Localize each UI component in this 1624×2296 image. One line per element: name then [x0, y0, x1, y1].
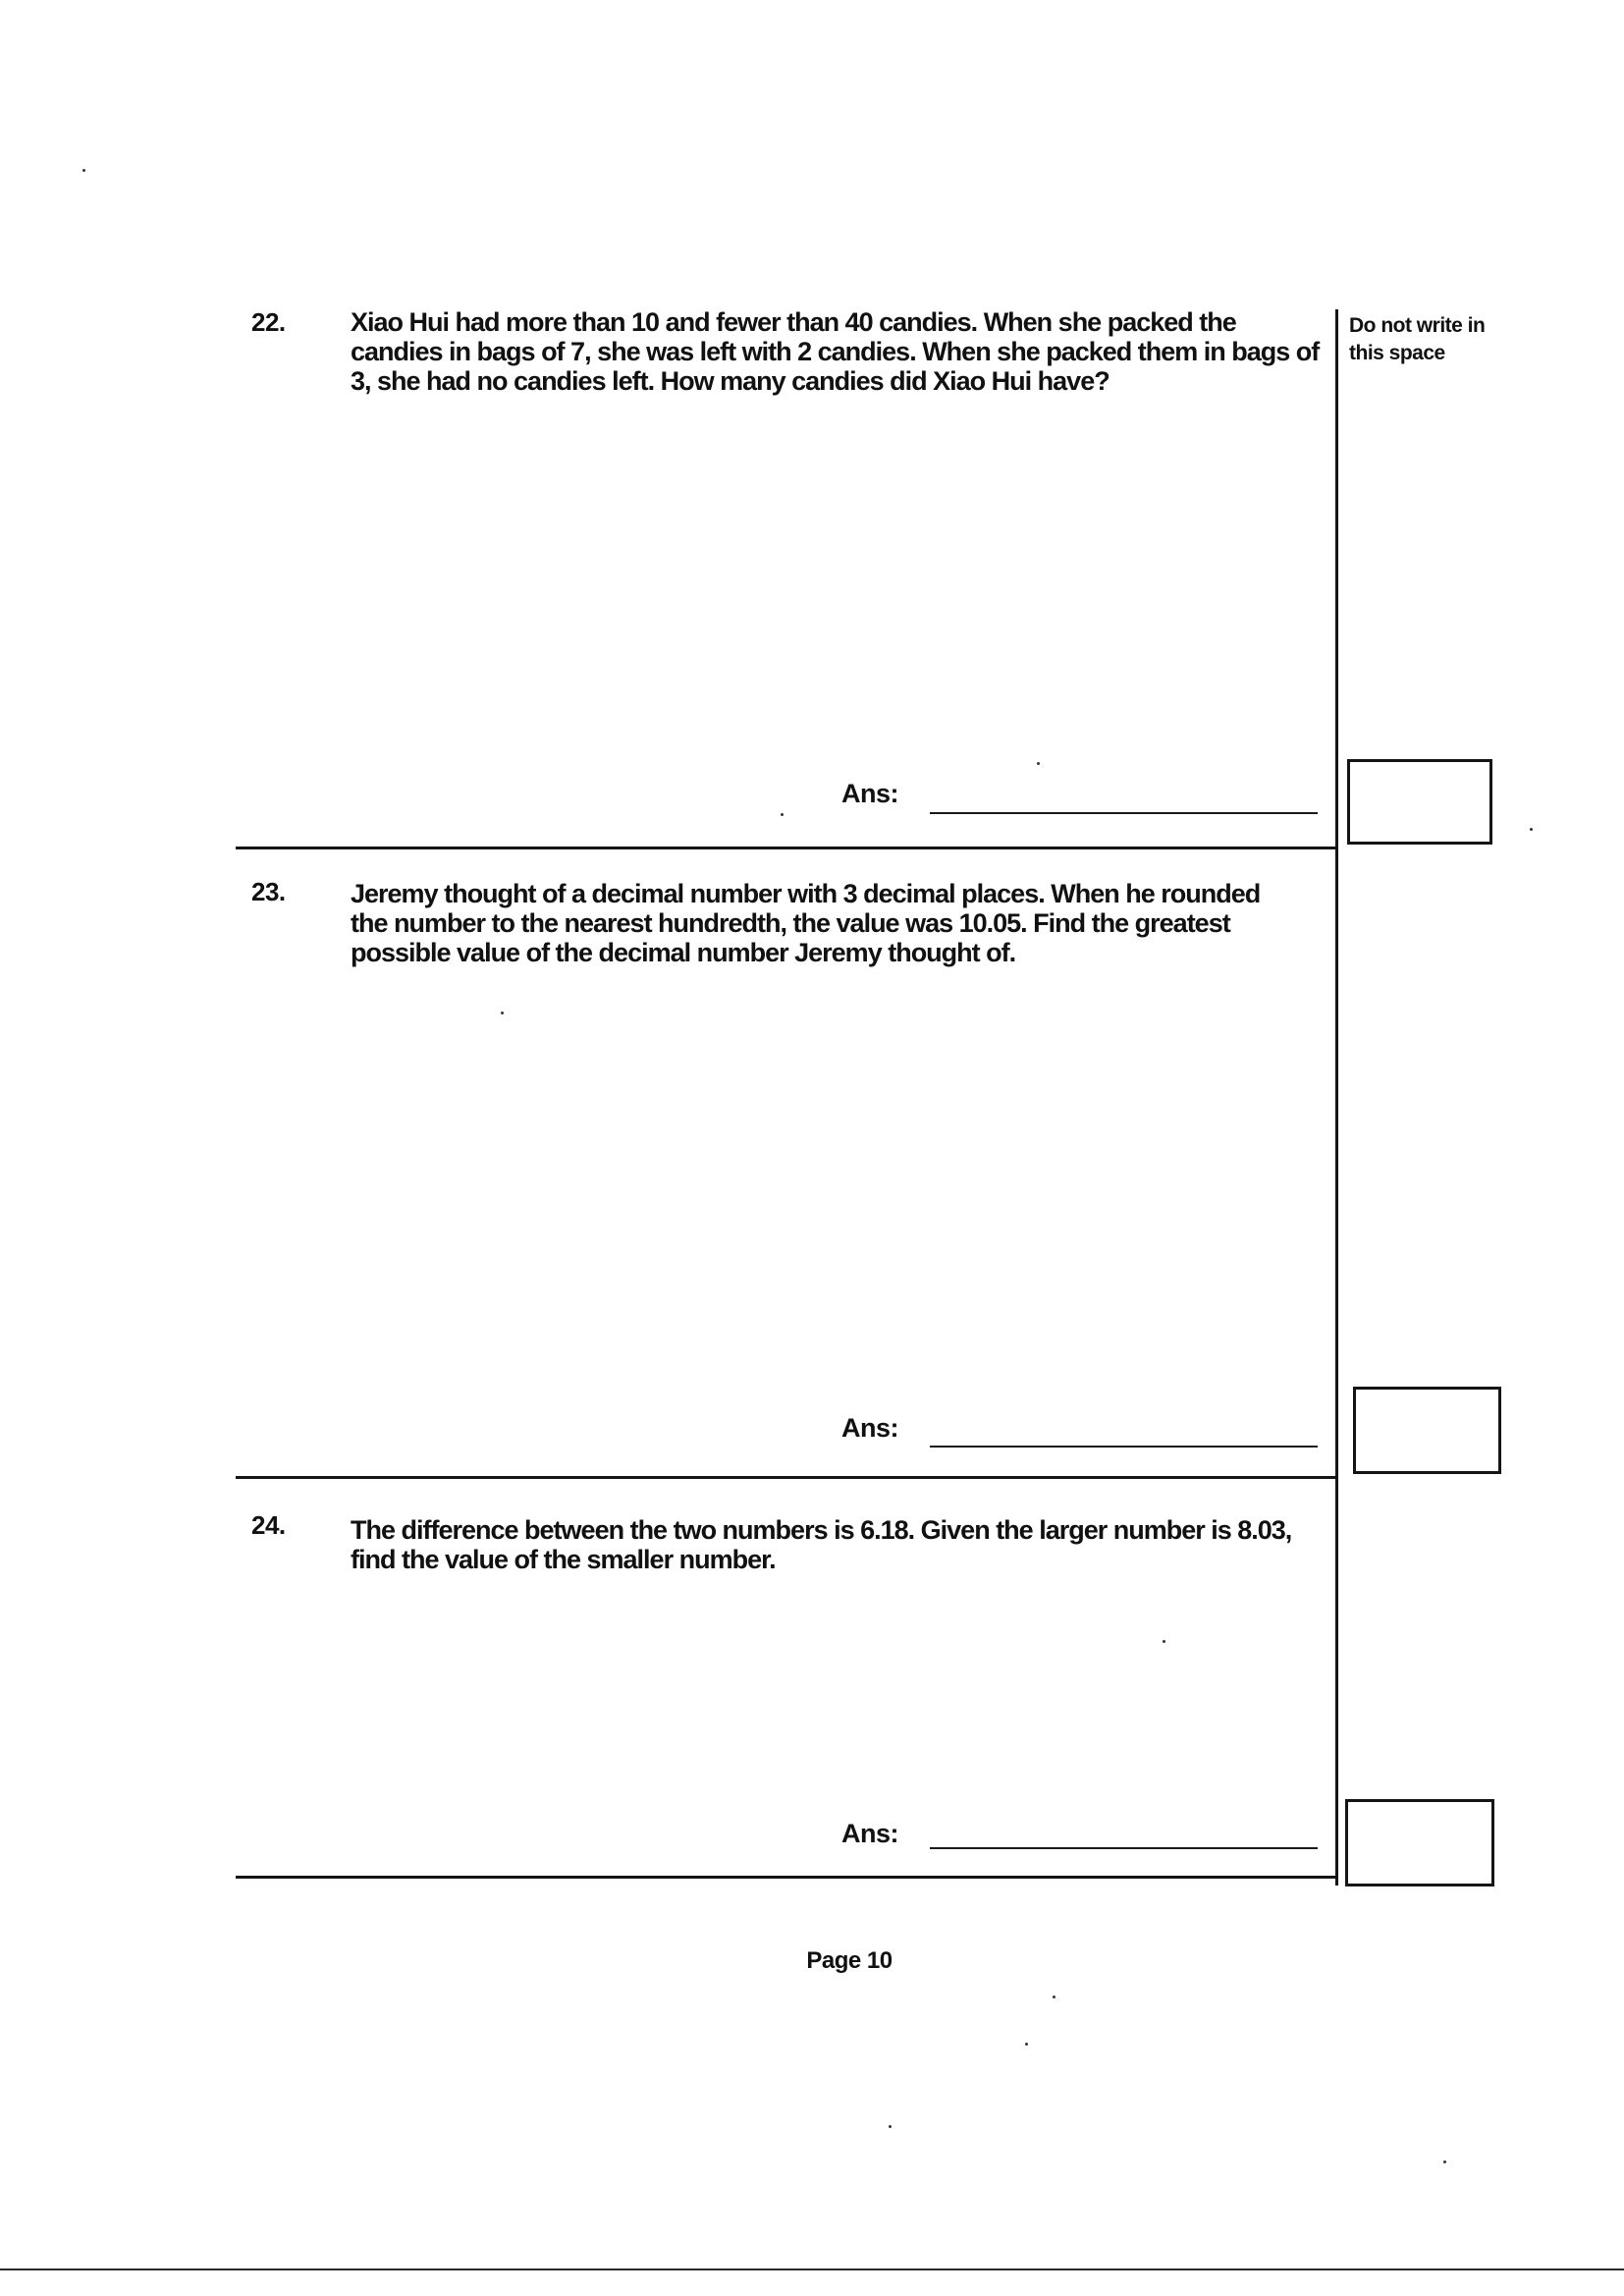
- question-23-answer-line[interactable]: [930, 1446, 1318, 1448]
- bottom-edge-line: [0, 2269, 1624, 2270]
- question-24-number: 24.: [251, 1510, 286, 1540]
- margin-divider: [1335, 309, 1338, 1886]
- page-number-text: Page 10: [806, 1947, 893, 1974]
- scan-speck: [82, 169, 85, 172]
- scan-speck: [1443, 2160, 1446, 2163]
- question-24-separator: [236, 1876, 1337, 1879]
- scan-speck: [1053, 1995, 1056, 1998]
- question-24-mark-box: [1345, 1799, 1494, 1886]
- question-22-separator: [236, 847, 1337, 849]
- question-22-answer-line[interactable]: [930, 812, 1318, 814]
- margin-note: Do not write in this space: [1349, 314, 1486, 364]
- question-23-text: Jeremy thought of a decimal number with 3 decimal places. When he rounded the number to the nearest hundredth, the value was 10.05. Find the greatest possible value of the decimal number Jeremy thought of.: [351, 879, 1261, 967]
- question-23-number: 23.: [251, 877, 286, 906]
- question-22-answer-label: Ans:: [841, 779, 898, 808]
- question-24-answer-label: Ans:: [841, 1819, 898, 1848]
- scan-speck: [1163, 1640, 1165, 1643]
- scan-speck: [501, 1011, 504, 1014]
- scan-speck: [1037, 762, 1040, 765]
- question-23-answer-label: Ans:: [841, 1413, 898, 1443]
- question-22-number: 22.: [251, 307, 286, 337]
- page-number: [0, 1947, 1624, 1975]
- question-23-mark-box: [1353, 1387, 1501, 1474]
- scan-speck: [1025, 2043, 1028, 2046]
- question-22-text: Xiao Hui had more than 10 and fewer than 40 candies. When she packed the candies in bags of 7, she was left with 2 candies. When she packed them in bags of 3, she had no candies left. How many candies did Xiao Hui have?: [351, 307, 1320, 396]
- scan-speck: [1530, 828, 1533, 831]
- scan-speck: [781, 813, 784, 816]
- question-22-mark-box: [1347, 759, 1492, 845]
- question-24-answer-line[interactable]: [930, 1847, 1318, 1849]
- question-24-text: The difference between the two numbers is 6.18. Given the larger number is 8.03, find the value of the smaller number.: [351, 1515, 1292, 1574]
- question-23-separator: [236, 1476, 1337, 1479]
- scan-speck: [889, 2125, 892, 2128]
